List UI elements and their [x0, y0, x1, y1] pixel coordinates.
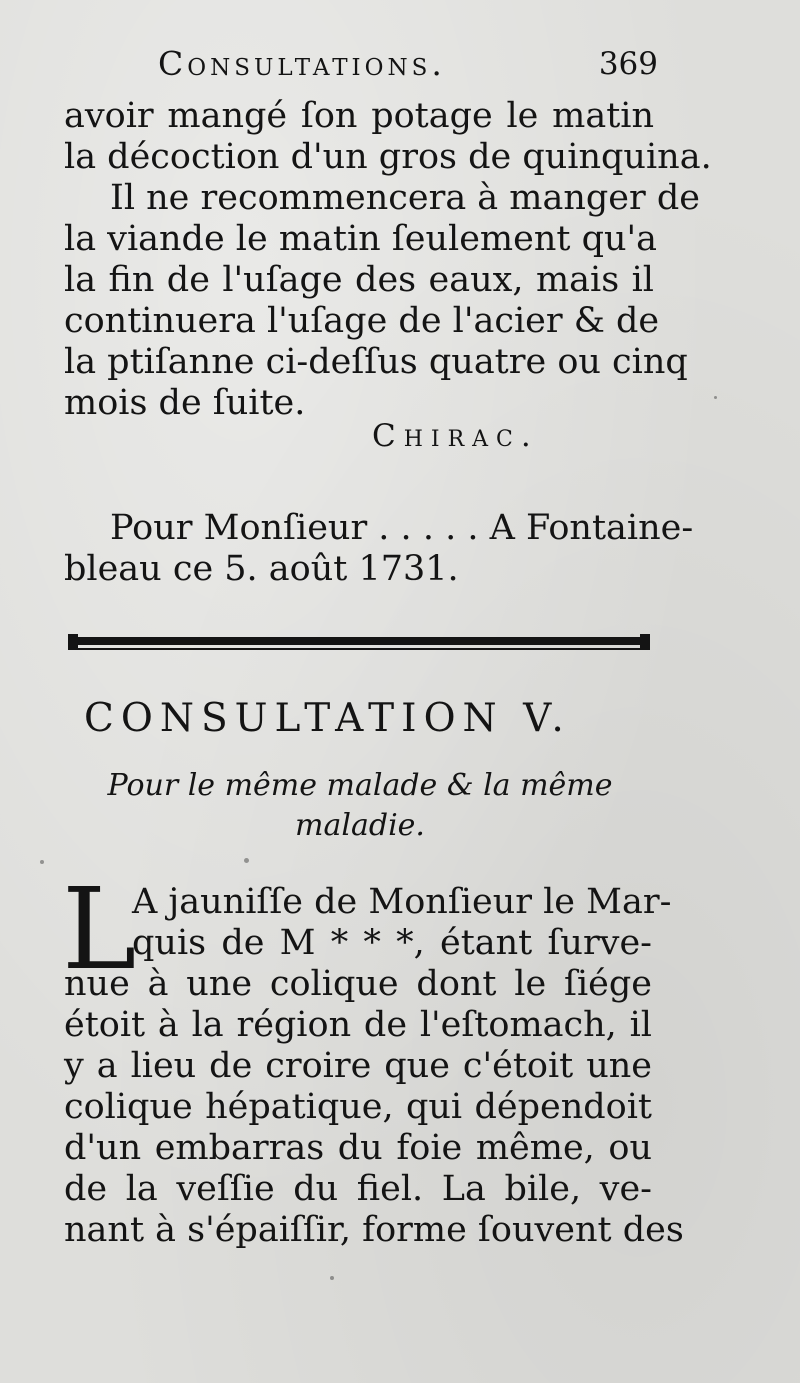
- text-line: la ptiſanne ci-deſſus quatre ou cinq: [64, 342, 688, 382]
- address-note: [64, 508, 694, 590]
- paper-speck: [714, 396, 717, 399]
- text-line: mois de ſuite.: [64, 383, 306, 423]
- text-line: continuera l'uſage de l'acier & de: [64, 301, 660, 341]
- section-subtitle-line: Pour le même malade & la même: [107, 768, 613, 803]
- page-number: 369: [598, 46, 658, 82]
- running-title: Consultations.: [158, 44, 446, 83]
- text-line: nue à une colique dont le ſiége: [64, 964, 652, 1004]
- section-divider-rule: [68, 632, 650, 652]
- text-line: d'un embarras du foie même, ou: [64, 1128, 652, 1168]
- continuation-text: [64, 96, 712, 178]
- text-line: la décoction d'un gros de quinquina.: [64, 137, 712, 177]
- text-line: la viande le matin ſeulement qu'a: [64, 219, 658, 259]
- text-line: bleau ce 5. août 1731.: [64, 549, 459, 589]
- section-title: CONSULTATION V.: [84, 696, 571, 741]
- text-line: nant à s'épaiſſir, forme ſouvent des: [64, 1210, 684, 1250]
- text-line: quis de M * * *, étant ſurve-: [132, 923, 652, 963]
- text-line: colique hépatique, qui dépendoit: [64, 1087, 652, 1127]
- paper-speck: [330, 1276, 334, 1280]
- text-line: y a lieu de croire que c'étoit une: [64, 1046, 652, 1086]
- section-subtitle-line: maladie.: [295, 808, 425, 843]
- text-line: avoir mangé ſon potage le matin: [64, 96, 654, 136]
- paper-speck: [244, 858, 249, 863]
- running-head: [158, 44, 658, 94]
- text-line: A jauniſſe de Monſieur le Mar-: [132, 882, 672, 922]
- text-line: étoit à la région de l'eſtomach, il: [64, 1005, 652, 1045]
- text-line: Pour Monſieur . . . . . A Fontaine-: [110, 508, 694, 548]
- text-line: Il ne recommencera à manger de: [110, 178, 700, 218]
- instruction-paragraph: [64, 178, 700, 424]
- consultation-body: [62, 865, 684, 1251]
- text-line: de la veſſie du fiel. La bile, ve-: [64, 1169, 652, 1209]
- text-line: la fin de l'uſage des eaux, mais il: [64, 260, 654, 300]
- signature: Chirac.: [372, 418, 539, 454]
- drop-cap: L: [62, 865, 137, 995]
- paper-speck: [40, 860, 44, 864]
